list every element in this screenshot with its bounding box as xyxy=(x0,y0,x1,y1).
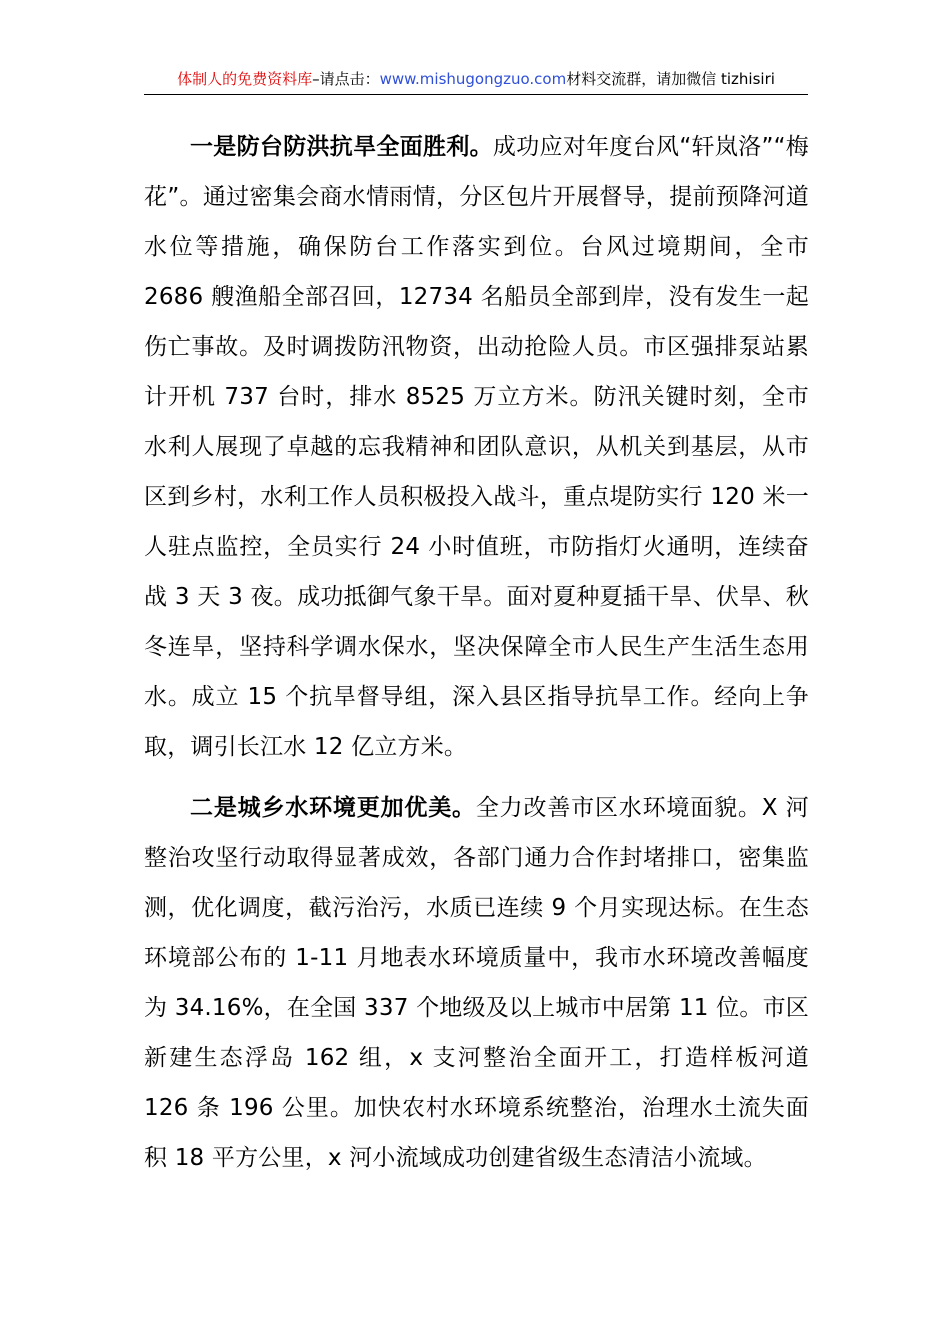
header-brand: 体制人的免费资料库 xyxy=(177,70,313,88)
header-note: 材料交流群，请加微信 tizhisiri xyxy=(566,70,775,88)
paragraph-1 xyxy=(144,122,809,772)
paragraph-1-body: 成功应对年度台风“轩岚洛”“梅花”。通过密集会商水情雨情，分区包片开展督导，提前预降河道水位等措施，确保防台工作落实到位。台风过境期间，全市 2686 艘渔船全部召回，12734 名船员全部到岸，没有发生一起伤亡事故。及时调拨防汛物资，出动抢险人员。市区强排泵站累计开机 737 台时，排水 8525 万立方米。防汛关键时刻，全市水利人展现了卓越的忘我精神和团队意识，从机关到基层，从市区到乡村，水利工作人员积极投入战斗，重点堤防实行 120 米一人驻点监控，全员实行 24 小时值班，市防指灯火通明，连续奋战 3 天 3 夜。成功抵御气象干旱。面对夏种夏插干旱、伏旱、秋冬连旱，坚持科学调水保水，坚决保障全市人民生产生活生态用水。成立 15 个抗旱督导组，深入县区指导抗旱工作。经向上争取，调引长江水 12 亿立方米。 xyxy=(144,134,809,760)
page-header xyxy=(144,68,808,95)
document-body xyxy=(144,122,809,1183)
header-separator: –请点击： xyxy=(312,70,380,88)
paragraph-2-body: 全力改善市区水环境面貌。X 河整治攻坚行动取得显著成效，各部门通力合作封堵排口，密集监测，优化调度，截污治污，水质已连续 9 个月实现达标。在生态环境部公布的 1-11 月地表水环境质量中，我市水环境改善幅度为 34.16%，在全国 337 个地级及以上城市中居第 11 位。市区新建生态浮岛 162 组，x 支河整治全面开工，打造样板河道 126 条 196 公里。加快农村水环境系统整治，治理水土流失面积 18 平方公里，x 河小流域成功创建省级生态清洁小流域。 xyxy=(144,795,809,1171)
header-link[interactable]: www.mishugongzuo.com xyxy=(379,70,567,88)
paragraph-2 xyxy=(144,783,809,1183)
paragraph-1-lead: 一是防台防洪抗旱全面胜利。 xyxy=(190,134,493,160)
paragraph-2-lead: 二是城乡水环境更加优美。 xyxy=(190,795,476,821)
